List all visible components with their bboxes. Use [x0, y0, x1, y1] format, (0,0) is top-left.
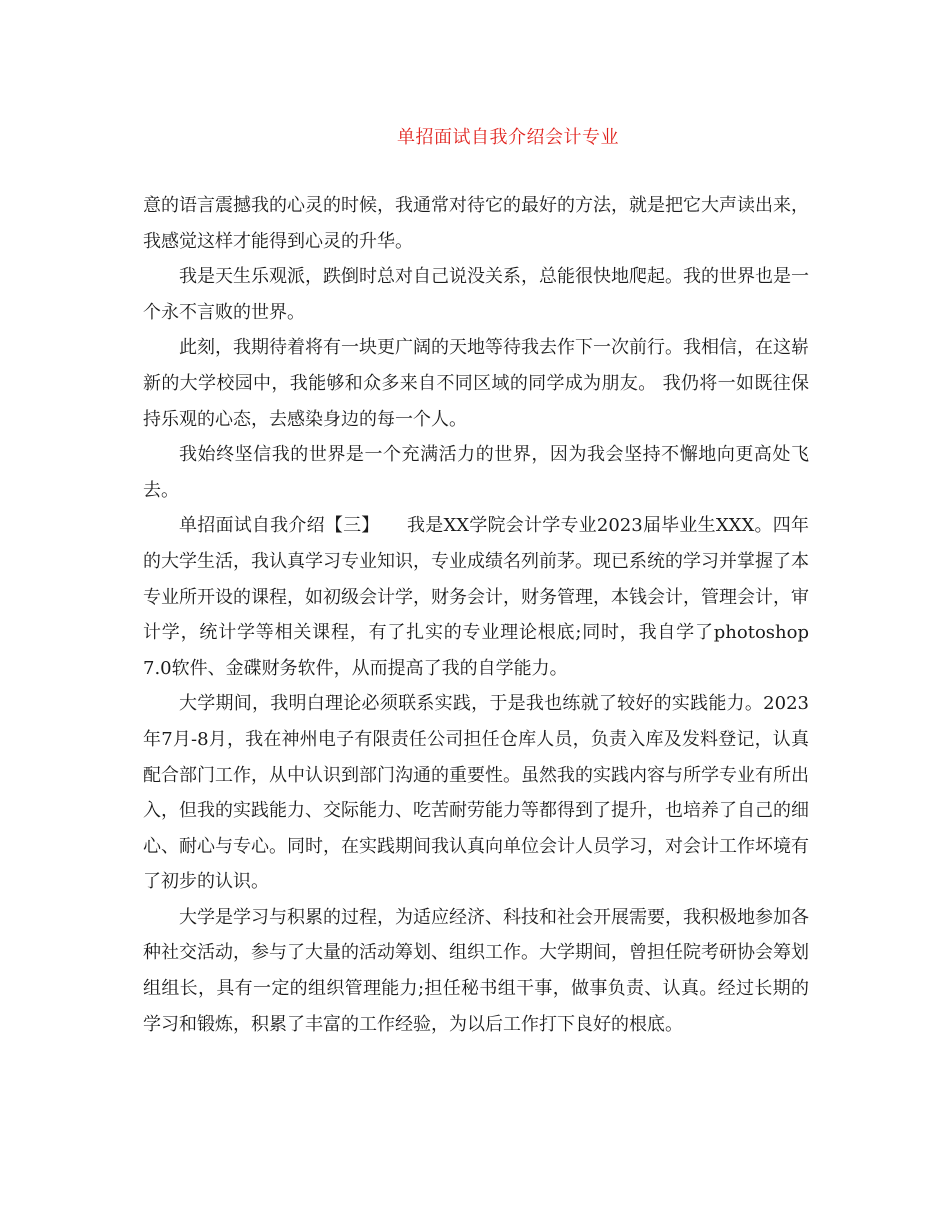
paragraph: 大学是学习与积累的过程，为适应经济、科技和社会开展需要，我积极地参加各种社交活动，参与了大量的活动筹划、组织工作。大学期间，曾担任院考研协会筹划组组长，具有一定的组织管理能力;担任秘书组干事，做事负责、认真。经过长期的学习和锻炼，积累了丰富的工作经验，为以后工作打下良好的根底。 — [143, 906, 809, 1035]
paragraph: 我始终坚信我的世界是一个充满活力的世界，因为我会坚持不懈地向更高处飞去。 — [143, 444, 809, 501]
document-body — [143, 188, 809, 1042]
document-title: 单招面试自我介绍会计专业 — [397, 127, 619, 148]
paragraph: 我是天生乐观派，跌倒时总对自己说没关系，总能很快地爬起。我的世界也是一个永不言败的世界。 — [143, 266, 809, 323]
paragraph: 此刻，我期待着将有一块更广阔的天地等待我去作下一次前行。我相信，在这崭新的大学校园中，我能够和众多来自不同区域的同学成为朋友。 我仍将一如既往保持乐观的心态，去感染身边的每一个人。 — [143, 337, 809, 430]
paragraph: 大学期间，我明白理论必须联系实践，于是我也练就了较好的实践能力。2023年7月-8月，我在神州电子有限责任公司担任仓库人员，负责入库及发料登记，认真配合部门工作，从中认识到部门沟通的重要性。虽然我的实践内容与所学专业有所出入，但我的实践能力、交际能力、吃苦耐劳能力等都得到了提升，也培养了自己的细心、耐心与专心。同时，在实践期间我认真向单位会计人员学习，对会计工作坏境有了初步的认识。 — [143, 693, 809, 893]
paragraph: 单招面试自我介绍【三】 我是XX学院会计学专业2023届毕业生XXX。四年的大学生活，我认真学习专业知识，专业成绩名列前茅。现已系统的学习并掌握了本专业所开设的课程，如初级会计学，财务会计，财务管理，本钱会计，管理会计，审计学，统计学等相关课程，有了扎实的专业理论根底;同时，我自学了photoshop 7.0软件、金碟财务软件，从而提高了我的自学能力。 — [143, 515, 809, 679]
paragraph: 意的语言震撼我的心灵的时候，我通常对待它的最好的方法，就是把它大声读出来，我感觉这样才能得到心灵的升华。 — [143, 195, 809, 252]
